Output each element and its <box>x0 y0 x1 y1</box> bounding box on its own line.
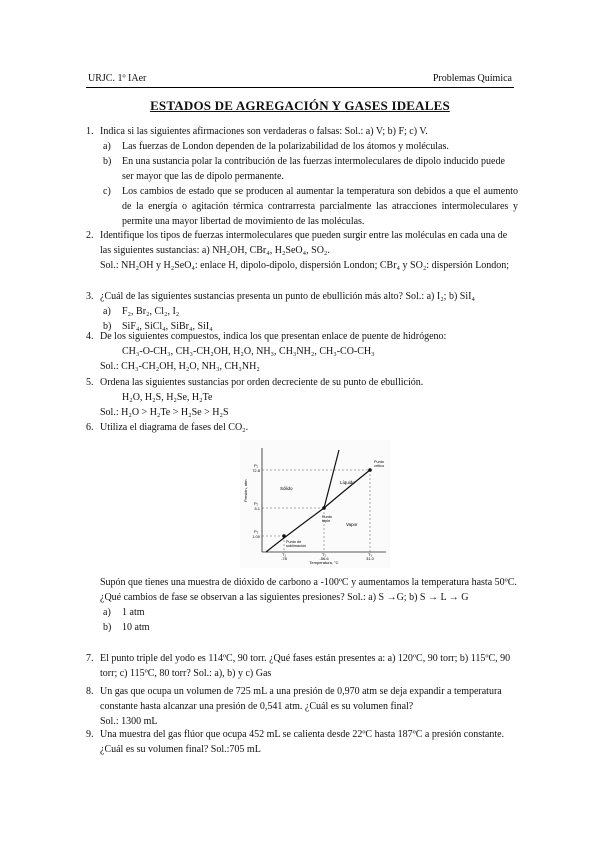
question-2 <box>86 228 518 273</box>
tick-label: -56.6 <box>319 556 329 561</box>
item-text: 10 atm <box>122 622 150 633</box>
item-letter: a) <box>103 607 111 618</box>
co2-phase-diagram <box>240 440 390 568</box>
question-text: El punto triple del yodo es 114ºC, 90 torr. ¿Qué fases están presentes a: a) 120ºC, 90 torr; b) 115ºC, 90 torr; c) 115ºC, 80 torr? Sol.: a), b) y c) Gas <box>100 653 511 679</box>
question-text: Supón que tienes una muestra de dióxido de carbono a -100ºC y aumentamos la temperatura hasta 50ºC. ¿Qué cambios de fase se observan a las siguientes presiones? Sol.: a) S →G; b) S → L → G <box>100 577 517 603</box>
x-axis-label: Temperatura, °C <box>309 560 339 565</box>
item-text: En una sustancia polar la contribución de las fuerzas intermoleculares de dipolo inducido puede ser mayor que las de dipolo permanente. <box>122 156 505 182</box>
tick-label: T₂ <box>322 552 326 557</box>
question-number: 2. <box>86 230 94 241</box>
tick-label: P₁ <box>254 463 259 468</box>
question-8 <box>86 684 518 729</box>
triple-point-label: triple <box>322 519 331 523</box>
question-text: ¿Cuál de las siguientes sustancias presenta un punto de ebullición más alto? Sol.: a) I₂; b) SiI₄ <box>100 291 475 302</box>
item-letter: b) <box>103 321 112 332</box>
critical-point-marker <box>368 468 372 472</box>
tick-label: P₃ <box>254 529 259 534</box>
header-divider <box>86 87 514 88</box>
question-number: 6. <box>86 422 94 433</box>
question-text: De los siguientes compuestos, indica los que presentan enlace de puente de hidrógeno: <box>100 331 447 342</box>
solution-text: Sol.: H₂O > H₂Te > H₂Se > H₂S <box>100 407 229 418</box>
tick-label: 1.00 <box>252 534 260 539</box>
question-number: 3. <box>86 291 94 302</box>
question-1 <box>86 124 518 229</box>
tick-label: 5.1 <box>254 506 260 511</box>
tick-label: T₃ <box>367 552 373 557</box>
question-text: Una muestra del gas flúor que ocupa 452 mL se calienta desde 22ºC hasta 187ºC a presión constante. ¿Cuál es su volumen final? Sol.:705 mL <box>100 729 505 755</box>
item-text: Los cambios de estado que se producen al aumentar la temperatura son debidos a que el aumento de la energía o agitación térmica contrarresta parcialmente las atracciones intermoleculares y permite una mayor libertad de movimiento de las moléculas. <box>122 186 518 227</box>
region-liquid-label: Líquido <box>340 480 355 485</box>
question-number: 4. <box>86 331 94 342</box>
solution-text: Sol.: NH₂OH y H₂SeO₄: enlace H, dipolo-dipolo, dispersión London; CBr₄ y SO₂: dispersión London; <box>100 260 510 271</box>
question-text: Un gas que ocupa un volumen de 725 mL a una presión de 0,970 atm se deja expandir a temperatura constante hasta alcanzar una presión de 0,541 atm. ¿Cuál es su volumen final? <box>100 686 502 712</box>
question-number: 1. <box>86 126 94 137</box>
item-letter: a) <box>103 141 111 152</box>
question-text: Utiliza el diagrama de fases del CO₂. <box>100 422 249 433</box>
critical-point-label: Punto <box>374 460 384 464</box>
question-4 <box>86 329 518 374</box>
tick-label: T₁ <box>282 552 286 557</box>
question-number: 9. <box>86 729 94 740</box>
sublimation-point-label: sublimación <box>286 544 307 548</box>
question-number: 8. <box>86 686 94 697</box>
question-text: Ordena las siguientes sustancias por orden decreciente de su punto de ebullición. <box>100 377 424 388</box>
tick-label: P₂ <box>254 501 259 506</box>
item-text: 1 atm <box>122 607 145 618</box>
question-6 <box>86 420 518 435</box>
item-text: F₂, Br₂, Cl₂, I₂ <box>122 306 180 317</box>
region-solid-label: Sólido <box>280 486 293 491</box>
question-number: 7. <box>86 653 94 664</box>
region-vapor-label: Vapor <box>346 522 358 527</box>
triple-point-marker <box>322 506 326 510</box>
page-title: ESTADOS DE AGREGACIÓN Y GASES IDEALES <box>150 98 450 113</box>
question-5 <box>86 375 518 420</box>
item-letter: b) <box>103 622 112 633</box>
y-axis-label: Presión, atm <box>243 479 248 502</box>
item-letter: b) <box>103 156 112 167</box>
triple-point-label: Punto <box>322 515 332 519</box>
question-9 <box>86 727 518 757</box>
question-number: 5. <box>86 377 94 388</box>
tick-label: 72.8 <box>252 468 260 473</box>
tick-label: -78 <box>281 556 287 561</box>
tick-label: 31.0 <box>366 556 374 561</box>
header-left: URJC. 1º IAer <box>88 73 147 84</box>
sublimation-point-label: Punto de <box>286 540 302 544</box>
header-right: Problemas Química <box>432 73 512 84</box>
item-letter: a) <box>103 306 111 317</box>
question-text: Indica si las siguientes afirmaciones son verdaderas o falsas: Sol.: a) V; b) F; c) V. <box>100 126 428 137</box>
item-text: SiF₄, SiCl₄, SiBr₄, SiI₄ <box>122 321 213 332</box>
item-text: Las fuerzas de London dependen de la polarizabilidad de los átomos y moléculas. <box>122 141 449 152</box>
critical-point-label: crítico <box>374 464 385 468</box>
item-letter: c) <box>103 186 111 197</box>
question-3 <box>86 289 518 334</box>
compound-list: CH₃-O-CH₃, CH₃-CH₂OH, H₂O, NH₃, CH₃NH₂, CH₃-CO-CH₃ <box>122 346 375 357</box>
question-text: Identifique los tipos de fuerzas intermoleculares que pueden surgir entre las moléculas en cada una de las siguientes sustancias: a) NH₂OH, CBr₄, H₂SeO₄, SO₂. <box>100 230 508 256</box>
question-7 <box>86 651 518 681</box>
question-6-continuation <box>86 575 518 635</box>
sublimation-point-marker <box>282 534 286 538</box>
solution-text: Sol.: 1300 mL <box>100 716 158 727</box>
solution-text: Sol.: CH₃-CH₂OH, H₂O, NH₃, CH₃NH₂ <box>100 361 260 372</box>
compound-list: H₂O, H₂S, H₂Se, H₂Te <box>122 392 213 403</box>
